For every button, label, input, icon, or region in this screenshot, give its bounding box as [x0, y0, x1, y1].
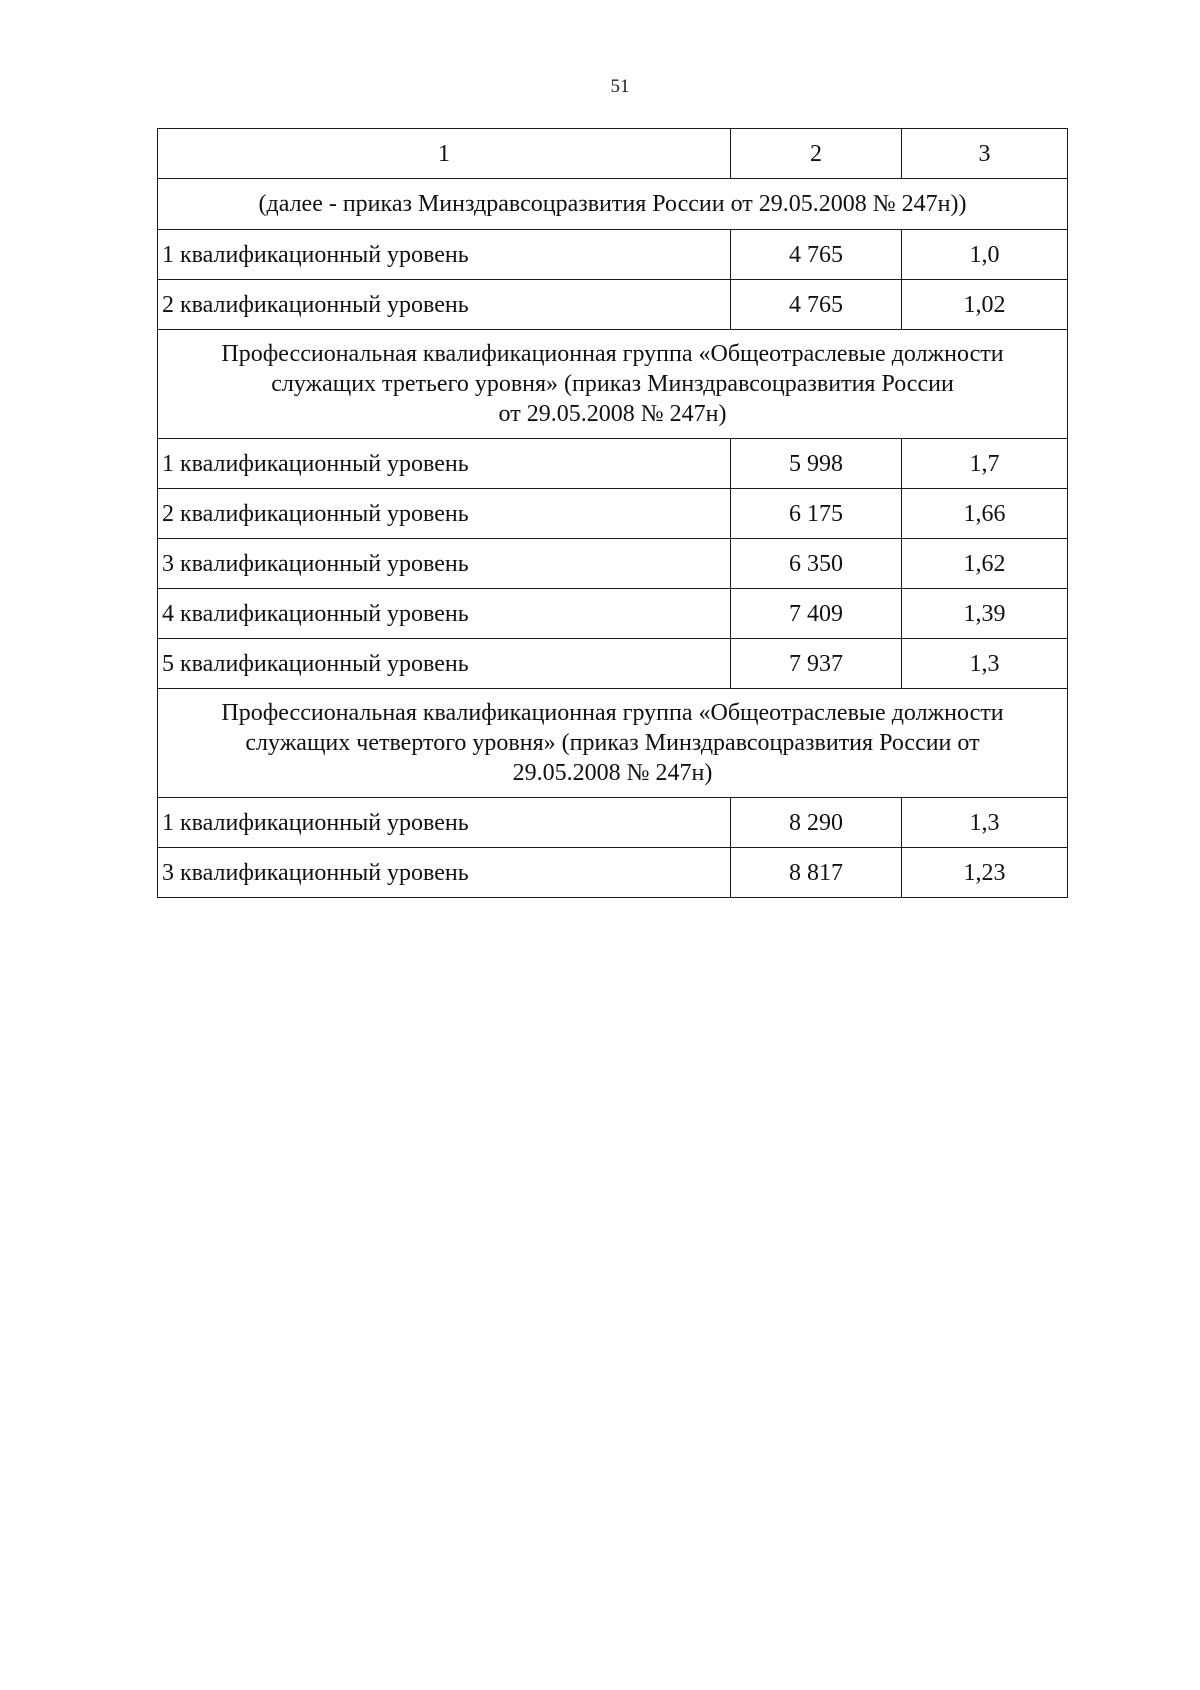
table-row	[158, 489, 1068, 539]
group-title	[158, 689, 1068, 798]
coefficient-value: 1,66	[902, 489, 1068, 539]
column-number-2: 2	[731, 129, 902, 179]
table-row	[158, 798, 1068, 848]
table-row	[158, 639, 1068, 689]
coefficient-value: 1,3	[902, 798, 1068, 848]
coefficient-value: 1,7	[902, 439, 1068, 489]
level-name: 5 квалификационный уровень	[158, 639, 731, 689]
salary-value: 4 765	[731, 280, 902, 330]
group-title-line: от 29.05.2008 № 247н)	[498, 401, 727, 427]
group-title-row	[158, 689, 1068, 798]
salary-value: 7 937	[731, 639, 902, 689]
table-row	[158, 280, 1068, 330]
group-title-row	[158, 179, 1068, 230]
table-row	[158, 589, 1068, 639]
group-title-line: Профессиональная квалификационная группа «Общеотраслевые должности	[221, 341, 1004, 367]
group-title-line: служащих третьего уровня» (приказ Минздравсоцразвития России	[271, 371, 954, 397]
level-name: 3 квалификационный уровень	[158, 539, 731, 589]
salary-value: 6 350	[731, 539, 902, 589]
table-row	[158, 230, 1068, 280]
group-title-line: 29.05.2008 № 247н)	[512, 760, 713, 786]
table-row	[158, 539, 1068, 589]
group-title-line: служащих четвертого уровня» (приказ Минздравсоцразвития России от	[245, 730, 980, 756]
salary-value: 8 817	[731, 848, 902, 898]
salary-value: 8 290	[731, 798, 902, 848]
level-name: 1 квалификационный уровень	[158, 798, 731, 848]
salary-value: 6 175	[731, 489, 902, 539]
salary-value: 4 765	[731, 230, 902, 280]
page-number: 51	[610, 76, 630, 97]
coefficient-value: 1,0	[902, 230, 1068, 280]
level-name: 1 квалификационный уровень	[158, 230, 731, 280]
coefficient-value: 1,3	[902, 639, 1068, 689]
table-header-row	[158, 129, 1068, 179]
level-name: 4 квалификационный уровень	[158, 589, 731, 639]
salary-value: 7 409	[731, 589, 902, 639]
coefficient-value: 1,02	[902, 280, 1068, 330]
column-number-1: 1	[158, 129, 731, 179]
coefficient-value: 1,23	[902, 848, 1068, 898]
level-name: 2 квалификационный уровень	[158, 280, 731, 330]
coefficient-value: 1,62	[902, 539, 1068, 589]
group-title	[158, 330, 1068, 439]
group-title-line: Профессиональная квалификационная группа «Общеотраслевые должности	[221, 700, 1004, 726]
table-row	[158, 439, 1068, 489]
level-name: 1 квалификационный уровень	[158, 439, 731, 489]
group-title-row	[158, 330, 1068, 439]
group-title: (далее - приказ Минздравсоцразвития России от 29.05.2008 № 247н))	[158, 179, 1068, 230]
table-row	[158, 848, 1068, 898]
salary-value: 5 998	[731, 439, 902, 489]
column-number-3: 3	[902, 129, 1068, 179]
level-name: 2 квалификационный уровень	[158, 489, 731, 539]
level-name: 3 квалификационный уровень	[158, 848, 731, 898]
coefficient-value: 1,39	[902, 589, 1068, 639]
salary-table	[157, 128, 1068, 898]
